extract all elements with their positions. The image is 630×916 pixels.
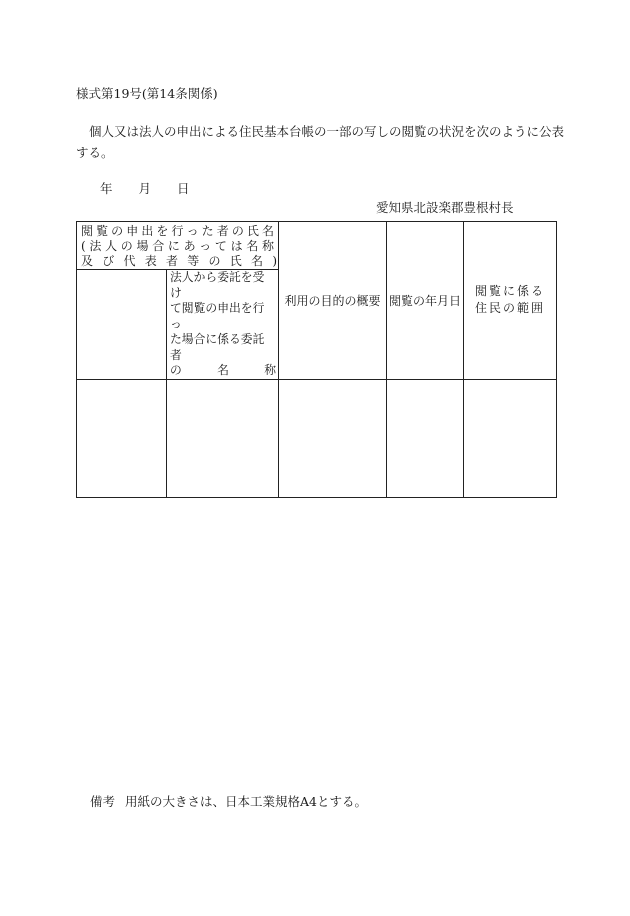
applicant-name-cell: [77, 379, 167, 497]
resident-range-cell: [464, 379, 557, 497]
viewing-date-cell: [387, 379, 464, 497]
intro-text: 個人又は法人の申出による住民基本台帳の一部の写しの閲覧の状況を次のように公表する。: [76, 124, 565, 160]
date-line: [100, 179, 190, 197]
remark-label: 備考: [90, 794, 116, 809]
remark-text: 用紙の大きさは、日本工業規格A4とする。: [125, 794, 367, 809]
delegator-name-header: [167, 270, 279, 380]
issuer: 愛知県北設楽郡豊根村長: [376, 200, 514, 215]
date-day-label: 日: [177, 181, 190, 196]
delegate-header-line4: の 名 称: [170, 363, 276, 377]
purpose-header: 利用の目的の概要: [279, 222, 387, 380]
delegate-header-line1: 法人から委託を受け: [170, 270, 265, 300]
range-header-line1: 閲覧に係る: [474, 284, 545, 299]
record-table: [76, 221, 557, 498]
resident-range-header: [464, 222, 557, 380]
date-year-label: 年: [100, 181, 113, 196]
form-number: 様式第19号(第14条関係): [76, 86, 218, 101]
applicant-header-line2: (法人の場合にあっては名称: [81, 239, 274, 253]
viewing-date-header: 閲覧の年月日: [387, 222, 464, 380]
date-month-label: 月: [138, 181, 152, 196]
applicant-header-blank: [77, 270, 167, 380]
delegate-header-line2: て閲覧の申出を行っ: [170, 301, 265, 331]
applicant-name-header: [77, 222, 279, 270]
delegate-header-line3: た場合に係る委託者: [170, 332, 265, 362]
delegator-name-cell: [167, 379, 279, 497]
applicant-header-line1: 閲覧の申出を行った者の氏名: [81, 224, 274, 238]
remark: [90, 792, 367, 810]
purpose-cell: [279, 379, 387, 497]
range-header-line2: 住民の範囲: [474, 301, 545, 316]
applicant-header-line3: 及び代表者等の氏名): [81, 254, 277, 268]
